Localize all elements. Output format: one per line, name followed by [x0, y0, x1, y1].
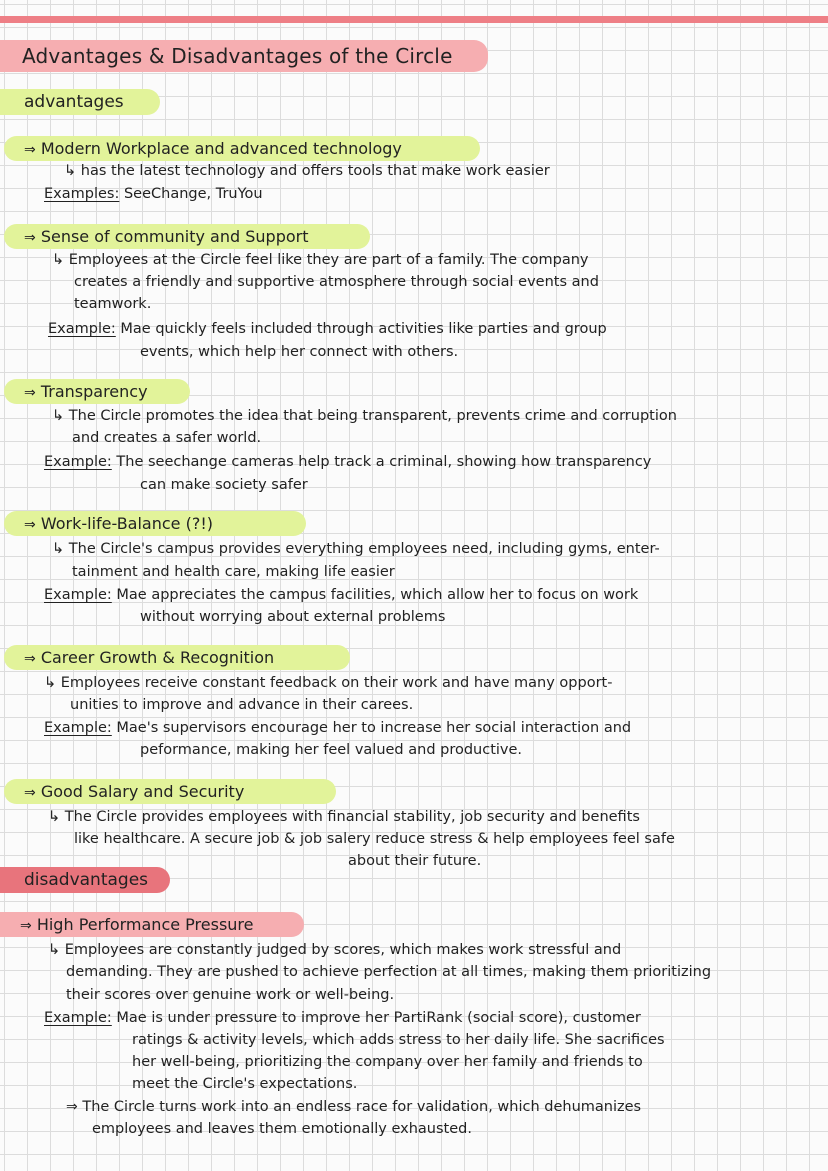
advantage-heading-1: ⇒ Modern Workplace and advanced technology: [4, 136, 480, 161]
advantage-example-4: Example: Mae appreciates the campus facilities, which allow her to focus on work: [44, 587, 639, 603]
advantage-heading-3: ⇒ Transparency: [4, 379, 190, 404]
disadvantage-conclusion-1: ⇒ The Circle turns work into an endless race for validation, which dehumanizes: [66, 1099, 642, 1115]
advantage-example-5: Example: Mae's supervisors encourage her to increase her social interaction and: [44, 720, 632, 736]
advantage-desc-6: ↳ The Circle provides employees with financial stability, job security and benefits: [48, 809, 640, 825]
advantage-heading-6: ⇒ Good Salary and Security: [4, 779, 336, 804]
advantage-heading-5: ⇒ Career Growth & Recognition: [4, 645, 350, 670]
advantage-heading-4: ⇒ Work-life-Balance (?!): [4, 511, 306, 536]
advantage-example-1: Examples: SeeChange, TruYou: [44, 186, 263, 202]
advantage-desc-5: ↳ Employees receive constant feedback on their work and have many opport-: [44, 675, 613, 691]
advantages-label: advantages: [0, 89, 160, 115]
advantage-example-3: Example: The seechange cameras help track a criminal, showing how transparency: [44, 454, 652, 470]
advantage-heading-2: ⇒ Sense of community and Support: [4, 224, 370, 249]
advantage-example-2: Example: Mae quickly feels included through activities like parties and group: [48, 321, 607, 337]
advantage-desc-2: ↳ Employees at the Circle feel like they are part of a family. The company: [52, 252, 589, 268]
page-title: Advantages & Disadvantages of the Circle: [0, 40, 488, 72]
disadvantage-heading-1: ⇒ High Performance Pressure: [0, 912, 304, 937]
disadvantage-example-1: Example: Mae is under pressure to improve her PartiRank (social score), customer: [44, 1010, 641, 1026]
disadvantage-desc-1: ↳ Employees are constantly judged by scores, which makes work stressful and: [48, 942, 622, 958]
advantage-desc-4: ↳ The Circle's campus provides everything employees need, including gyms, enter-: [52, 541, 660, 557]
advantage-desc-3: ↳ The Circle promotes the idea that being transparent, prevents crime and corruption: [52, 408, 677, 424]
disadvantages-label: disadvantages: [0, 867, 170, 893]
advantage-desc-1: ↳ has the latest technology and offers tools that make work easier: [64, 163, 550, 179]
top-margin-line: [0, 16, 828, 23]
